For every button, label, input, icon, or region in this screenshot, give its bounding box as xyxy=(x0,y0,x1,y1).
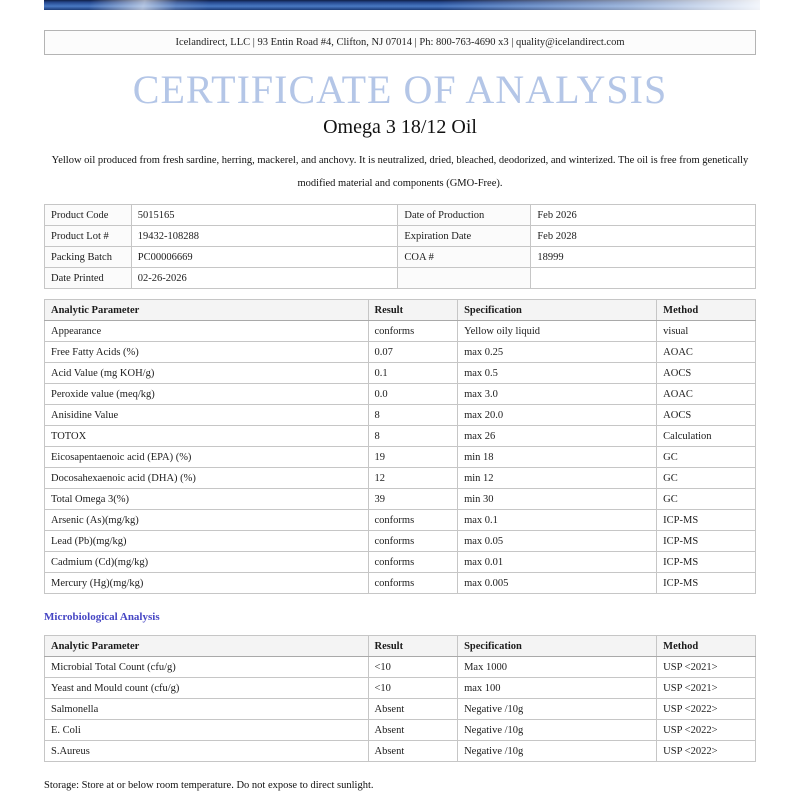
table-cell: max 3.0 xyxy=(458,384,657,405)
table-cell: max 0.1 xyxy=(458,510,657,531)
table-cell: 8 xyxy=(368,405,458,426)
table-cell: 02-26-2026 xyxy=(131,268,398,289)
table-cell: 12 xyxy=(368,468,458,489)
table-row xyxy=(45,552,756,573)
table-cell: AOAC xyxy=(657,384,756,405)
table-cell: conforms xyxy=(368,321,458,342)
product-info-body xyxy=(45,205,756,289)
table-cell: Product Lot # xyxy=(45,226,132,247)
header-row xyxy=(45,300,756,321)
table-row xyxy=(45,363,756,384)
table-cell: max 0.05 xyxy=(458,531,657,552)
company-info-bar xyxy=(44,30,756,55)
table-cell: ICP-MS xyxy=(657,531,756,552)
storage-note: Storage: Store at or below room temperature. Do not expose to direct sunlight. xyxy=(44,780,374,792)
table-cell: conforms xyxy=(368,531,458,552)
table-cell: Docosahexaenoic acid (DHA) (%) xyxy=(45,468,369,489)
table-row xyxy=(45,321,756,342)
table-cell: <10 xyxy=(368,657,458,678)
product-info-table xyxy=(44,204,756,289)
table-cell: Feb 2028 xyxy=(531,226,756,247)
table-cell xyxy=(398,268,531,289)
column-header-result: Result xyxy=(368,636,458,657)
column-header-parameter: Analytic Parameter xyxy=(45,636,369,657)
table-cell: ICP-MS xyxy=(657,573,756,594)
table-cell: S.Aureus xyxy=(45,741,369,762)
table-cell: USP <2021> xyxy=(657,678,756,699)
table-cell: GC xyxy=(657,468,756,489)
table-cell: Packing Batch xyxy=(45,247,132,268)
table-cell: GC xyxy=(657,447,756,468)
table-cell: AOAC xyxy=(657,342,756,363)
analytical-results-table xyxy=(44,299,756,594)
table-cell: max 0.005 xyxy=(458,573,657,594)
table-cell: 19432-108288 xyxy=(131,226,398,247)
table-cell: max 20.0 xyxy=(458,405,657,426)
table-row xyxy=(45,510,756,531)
table-cell: max 0.01 xyxy=(458,552,657,573)
table-row xyxy=(45,405,756,426)
table-cell: TOTOX xyxy=(45,426,369,447)
table-cell: max 0.5 xyxy=(458,363,657,384)
analysis-table-head xyxy=(45,300,756,321)
table-cell: Anisidine Value xyxy=(45,405,369,426)
table-cell: COA # xyxy=(398,247,531,268)
company-info-text: Icelandirect, LLC | 93 Entin Road #4, Clifton, NJ 07014 | Ph: 800-763-4690 x3 | quality@icelandirect.com xyxy=(175,37,625,48)
column-header-specification: Specification xyxy=(458,636,657,657)
table-row xyxy=(45,720,756,741)
table-row xyxy=(45,573,756,594)
table-cell: Salmonella xyxy=(45,699,369,720)
table-cell: Peroxide value (meq/kg) xyxy=(45,384,369,405)
table-cell: Mercury (Hg)(mg/kg) xyxy=(45,573,369,594)
table-row xyxy=(45,678,756,699)
table-cell: Microbial Total Count (cfu/g) xyxy=(45,657,369,678)
table-cell: 0.1 xyxy=(368,363,458,384)
product-description: Yellow oil produced from fresh sardine, herring, mackerel, and anchovy. It is neutralized, dried, bleached, deodorized, and winterized. The oil is free from genetically modified material and components (GMO-Free). xyxy=(51,155,749,189)
table-cell: 18999 xyxy=(531,247,756,268)
table-cell: visual xyxy=(657,321,756,342)
table-row xyxy=(45,426,756,447)
table-cell: GC xyxy=(657,489,756,510)
table-cell: min 18 xyxy=(458,447,657,468)
table-cell: Absent xyxy=(368,720,458,741)
table-row xyxy=(45,468,756,489)
table-cell: Yeast and Mould count (cfu/g) xyxy=(45,678,369,699)
table-cell: Calculation xyxy=(657,426,756,447)
table-cell: min 12 xyxy=(458,468,657,489)
column-header-result: Result xyxy=(368,300,458,321)
table-cell: PC00006669 xyxy=(131,247,398,268)
table-cell: Arsenic (As)(mg/kg) xyxy=(45,510,369,531)
table-cell: Date of Production xyxy=(398,205,531,226)
table-row xyxy=(45,699,756,720)
table-cell: conforms xyxy=(368,510,458,531)
table-cell: Max 1000 xyxy=(458,657,657,678)
table-row xyxy=(45,205,756,226)
table-cell: E. Coli xyxy=(45,720,369,741)
table-cell: conforms xyxy=(368,552,458,573)
page-title: CERTIFICATE OF ANALYSIS xyxy=(132,67,668,112)
table-cell: min 30 xyxy=(458,489,657,510)
table-row xyxy=(45,447,756,468)
table-cell: Negative /10g xyxy=(458,720,657,741)
table-cell: Lead (Pb)(mg/kg) xyxy=(45,531,369,552)
decorative-header-bar xyxy=(44,0,760,10)
analysis-table-body xyxy=(45,321,756,594)
table-cell: ICP-MS xyxy=(657,510,756,531)
table-cell: Date Printed xyxy=(45,268,132,289)
column-header-method: Method xyxy=(657,636,756,657)
table-cell: Product Code xyxy=(45,205,132,226)
micro-table-head xyxy=(45,636,756,657)
table-row xyxy=(45,268,756,289)
table-cell: Yellow oily liquid xyxy=(458,321,657,342)
table-row xyxy=(45,384,756,405)
product-name: Omega 3 18/12 Oil xyxy=(323,116,477,139)
table-cell: USP <2021> xyxy=(657,657,756,678)
table-cell: Free Fatty Acids (%) xyxy=(45,342,369,363)
table-cell: Acid Value (mg KOH/g) xyxy=(45,363,369,384)
table-cell: Absent xyxy=(368,699,458,720)
table-cell: Expiration Date xyxy=(398,226,531,247)
table-cell: Total Omega 3(%) xyxy=(45,489,369,510)
table-row xyxy=(45,342,756,363)
table-cell: 19 xyxy=(368,447,458,468)
table-cell: max 0.25 xyxy=(458,342,657,363)
table-cell: Negative /10g xyxy=(458,699,657,720)
column-header-parameter: Analytic Parameter xyxy=(45,300,369,321)
table-cell: AOCS xyxy=(657,405,756,426)
table-cell: max 100 xyxy=(458,678,657,699)
table-row xyxy=(45,741,756,762)
header-row xyxy=(45,636,756,657)
table-row xyxy=(45,247,756,268)
table-row xyxy=(45,226,756,247)
table-cell: Appearance xyxy=(45,321,369,342)
table-cell: USP <2022> xyxy=(657,699,756,720)
microbiological-results-table xyxy=(44,635,756,762)
table-cell: Negative /10g xyxy=(458,741,657,762)
table-cell: <10 xyxy=(368,678,458,699)
table-cell xyxy=(531,268,756,289)
table-row xyxy=(45,489,756,510)
column-header-method: Method xyxy=(657,300,756,321)
table-cell: Feb 2026 xyxy=(531,205,756,226)
table-cell: 0.07 xyxy=(368,342,458,363)
table-cell: Cadmium (Cd)(mg/kg) xyxy=(45,552,369,573)
micro-table-body xyxy=(45,657,756,762)
table-cell: AOCS xyxy=(657,363,756,384)
table-cell: conforms xyxy=(368,573,458,594)
micro-section-heading: Microbiological Analysis xyxy=(44,611,160,624)
table-cell: 8 xyxy=(368,426,458,447)
table-cell: 5015165 xyxy=(131,205,398,226)
column-header-specification: Specification xyxy=(458,300,657,321)
table-cell: USP <2022> xyxy=(657,741,756,762)
table-cell: max 26 xyxy=(458,426,657,447)
table-cell: USP <2022> xyxy=(657,720,756,741)
table-cell: Eicosapentaenoic acid (EPA) (%) xyxy=(45,447,369,468)
table-cell: 0.0 xyxy=(368,384,458,405)
table-row xyxy=(45,531,756,552)
table-row xyxy=(45,657,756,678)
table-cell: ICP-MS xyxy=(657,552,756,573)
table-cell: 39 xyxy=(368,489,458,510)
table-cell: Absent xyxy=(368,741,458,762)
